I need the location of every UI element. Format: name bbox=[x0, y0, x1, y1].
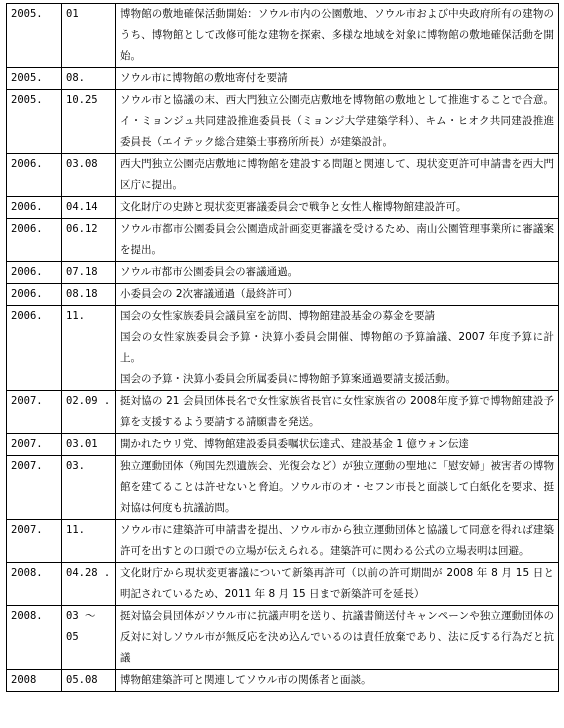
event-description-line: ソウル市都市公園委員会の審議通過。 bbox=[120, 266, 299, 278]
table-row bbox=[7, 197, 559, 219]
event-description-line: ソウル市に建築許可申請書を提出、ソウル市から独立運動団体と協議して同意を得れば建築許可を出すとの口頭での立場が伝えられる。建築許可に関わる公式の立場表明は回避。 bbox=[120, 524, 554, 557]
table-row bbox=[7, 520, 559, 563]
date-cell: 10.25 bbox=[62, 90, 116, 154]
event-description-cell bbox=[116, 520, 559, 563]
year-cell: 2006. bbox=[7, 219, 62, 262]
table-row bbox=[7, 670, 559, 692]
year-cell: 2005. bbox=[7, 4, 62, 68]
date-cell: 08. bbox=[62, 68, 116, 90]
year-cell: 2005. bbox=[7, 90, 62, 154]
event-description-cell bbox=[116, 219, 559, 262]
event-description-line: 文化財庁の史跡と現状変更審議委員会で戦争と女性人権博物館建設許可。 bbox=[120, 201, 467, 213]
date-cell: 06.12 bbox=[62, 219, 116, 262]
event-description-line: 開かれたウリ党、博物館建設委員委嘱状伝達式、建設基金 1 億ウォン伝達 bbox=[120, 438, 469, 450]
event-description-cell bbox=[116, 391, 559, 434]
event-description-line: 博物館の敷地確保活動開始：ソウル市内の公園敷地、ソウル市および中央政府所有の建物のうち、博物館として改修可能な建物を探索、多様な地域を対象に博物館の敷地確保活動を開始。 bbox=[120, 8, 554, 62]
event-description-line: 小委員会の 2次審議通過（最終許可） bbox=[120, 288, 299, 300]
event-description-line: 挺対協会員団体がソウル市に抗議声明を送り、抗議書簡送付キャンペーンや独立運動団体の反対に対しソウル市が無反応を決め込んでいるのは責任放棄であり、法に反する行為だと抗議 bbox=[120, 610, 554, 664]
year-cell: 2005. bbox=[7, 68, 62, 90]
event-description-line: 挺対協の 21 会員団体長名で女性家族省長官に女性家族省の 2008年度予算で博物館建設予算を支援するよう要請する請願書を発送。 bbox=[120, 395, 554, 428]
year-cell: 2006. bbox=[7, 154, 62, 197]
year-cell: 2008 bbox=[7, 670, 62, 692]
event-description-line: 国会の予算・決算小委員会所属委員に博物館予算案通過要請支援活動。 bbox=[120, 373, 456, 385]
date-cell: 04.14 bbox=[62, 197, 116, 219]
date-cell: 04.28 . bbox=[62, 563, 116, 606]
event-description-cell bbox=[116, 68, 559, 90]
event-description-line: 西大門独立公園売店敷地に博物館を建設する問題と関連して、現状変更許可申請書を西大門区庁に提出。 bbox=[120, 158, 554, 191]
event-description-line: ソウル市と協議の末、西大門独立公園売店敷地を博物館の敷地として推進することで合意。イ・ミョンジュ共同建設推進委員長（ミョンジ大学建築学科）、キム・ヒオク共同建設推進委員長（エイテック総合建築士事務所所長）が建築設計。 bbox=[120, 94, 554, 148]
date-cell: 07.18 bbox=[62, 262, 116, 284]
table-row bbox=[7, 219, 559, 262]
table-row bbox=[7, 284, 559, 306]
event-description-cell bbox=[116, 606, 559, 670]
table-row bbox=[7, 90, 559, 154]
table-row bbox=[7, 4, 559, 68]
table-row bbox=[7, 563, 559, 606]
timeline-table bbox=[6, 3, 559, 692]
year-cell: 2007. bbox=[7, 520, 62, 563]
event-description-line: ソウル市都市公園委員会公園造成計画変更審議を受けるため、南山公園管理事業所に審議案を提出。 bbox=[120, 223, 554, 256]
event-description-line: 国会の女性家族委員会予算・決算小委員会開催、博物館の予算論議、2007 年度予算に計上。 bbox=[120, 331, 554, 364]
event-description-cell bbox=[116, 197, 559, 219]
date-cell: 05.08 bbox=[62, 670, 116, 692]
table-row bbox=[7, 391, 559, 434]
event-description-cell bbox=[116, 306, 559, 391]
year-cell: 2006. bbox=[7, 197, 62, 219]
date-cell: 02.09 . bbox=[62, 391, 116, 434]
table-row bbox=[7, 262, 559, 284]
date-cell: 03.01 bbox=[62, 434, 116, 456]
table-row bbox=[7, 456, 559, 520]
event-description-cell bbox=[116, 284, 559, 306]
event-description-line: 文化財庁から現状変更審議について新築再許可（以前の許可期間が 2008 年 8 月 15 日と明記されているため、2011 年 8 月 15 日まで新築許可を延長） bbox=[120, 567, 554, 600]
timeline-body bbox=[7, 4, 559, 692]
event-description-cell bbox=[116, 90, 559, 154]
year-cell: 2007. bbox=[7, 391, 62, 434]
event-description-cell bbox=[116, 456, 559, 520]
table-row bbox=[7, 68, 559, 90]
year-cell: 2008. bbox=[7, 563, 62, 606]
event-description-cell bbox=[116, 262, 559, 284]
date-cell: 11. bbox=[62, 306, 116, 391]
date-cell: 11. bbox=[62, 520, 116, 563]
date-cell: 01 bbox=[62, 4, 116, 68]
year-cell: 2007. bbox=[7, 434, 62, 456]
table-row bbox=[7, 434, 559, 456]
year-cell: 2007. bbox=[7, 456, 62, 520]
date-cell: 03 ～ 05 bbox=[62, 606, 116, 670]
event-description-cell bbox=[116, 670, 559, 692]
table-row bbox=[7, 606, 559, 670]
table-row bbox=[7, 306, 559, 391]
year-cell: 2006. bbox=[7, 306, 62, 391]
date-cell: 03. bbox=[62, 456, 116, 520]
table-row bbox=[7, 154, 559, 197]
event-description-cell bbox=[116, 563, 559, 606]
year-cell: 2008. bbox=[7, 606, 62, 670]
event-description-cell bbox=[116, 4, 559, 68]
year-cell: 2006. bbox=[7, 262, 62, 284]
event-description-cell bbox=[116, 154, 559, 197]
year-cell: 2006. bbox=[7, 284, 62, 306]
event-description-line: 独立運動団体（殉国先烈遺族会、光復会など）が独立運動の聖地に「慰安婦」被害者の博物館を建てることは許せないと脅迫。ソウル市のオ・セフン市長と面談して白紙化を要求、挺対協は何度も抗議訪問。 bbox=[120, 460, 554, 514]
date-cell: 03.08 bbox=[62, 154, 116, 197]
event-description-line: 国会の女性家族委員会議員室を訪問、博物館建設基金の募金を要請 bbox=[120, 310, 435, 322]
event-description-line: 博物館建築許可と関連してソウル市の関係者と面談。 bbox=[120, 674, 372, 686]
event-description-cell bbox=[116, 434, 559, 456]
date-cell: 08.18 bbox=[62, 284, 116, 306]
event-description-line: ソウル市に博物館の敷地寄付を要請 bbox=[120, 72, 288, 84]
